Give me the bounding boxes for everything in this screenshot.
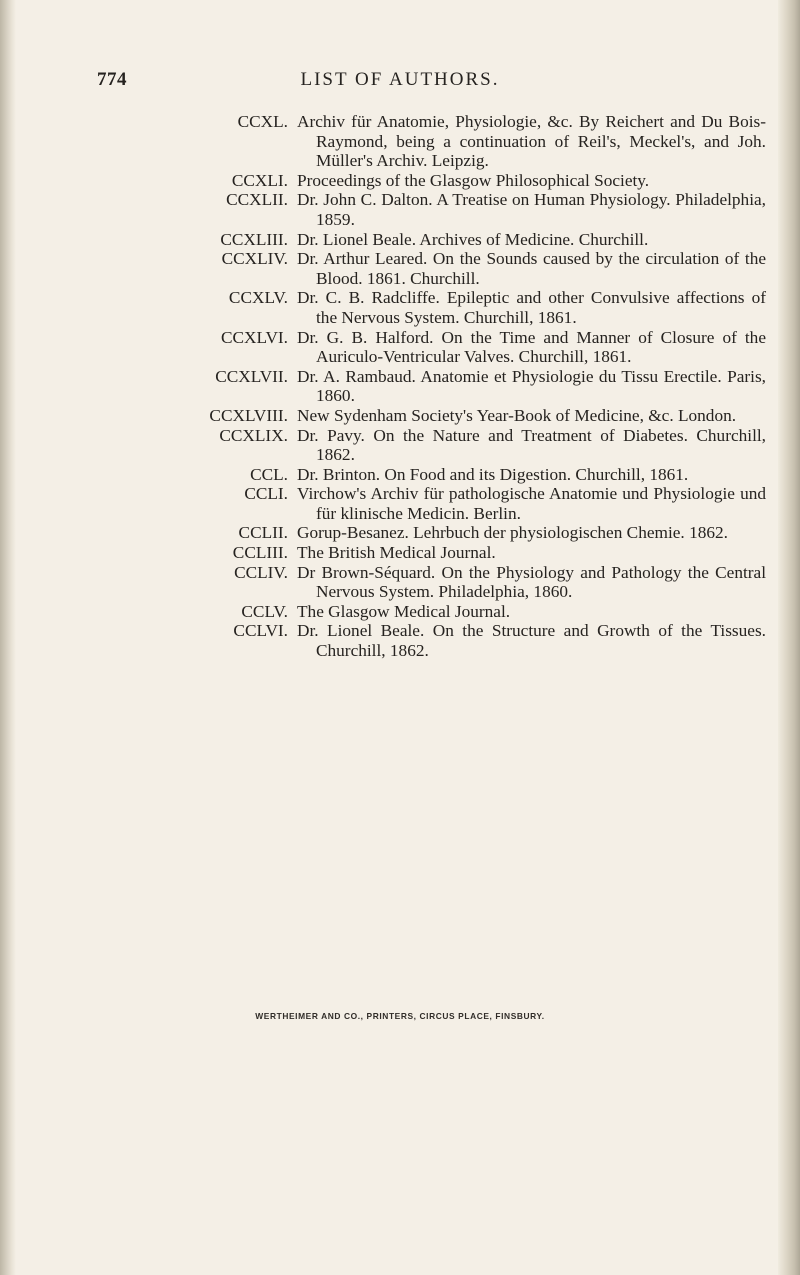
entry-numeral: CCXLIX. <box>219 425 288 445</box>
list-entry <box>0 426 800 465</box>
list-entry <box>0 621 800 660</box>
list-entry <box>0 406 800 426</box>
page-header <box>0 69 800 95</box>
entry-text: Archiv für Anatomie, Physiologie, &c. By Reichert and Du Bois-Raymond, being a continuation of Reil's, Meckel's, and Joh. Müller's Archiv. Leipzig. <box>297 112 766 171</box>
list-entry <box>0 328 800 367</box>
list-entry <box>0 190 800 229</box>
entry-numeral: CCXLVIII. <box>209 405 288 425</box>
entry-text: Dr. G. B. Halford. On the Time and Manner of Closure of the Auriculo-Ventricular Valves. Churchill, 1861. <box>297 327 766 367</box>
list-entry <box>0 563 800 602</box>
list-entry <box>0 465 800 485</box>
entry-numeral: CCXLVI. <box>220 327 288 347</box>
list-entry <box>0 484 800 523</box>
entry-numeral: CCXLI. <box>231 170 288 190</box>
page-number: 774 <box>97 69 127 90</box>
entry-numeral: CCXLII. <box>226 190 288 210</box>
list-entry <box>0 602 800 622</box>
list-entry <box>0 543 800 563</box>
entry-text: Dr. John C. Dalton. A Treatise on Human Physiology. Philadelphia, 1859. <box>297 190 766 229</box>
entry-text: Dr. Arthur Leared. On the Sounds caused by the circulation of the Blood. 1861. Churchill. <box>297 249 766 288</box>
entry-numeral: CCXLIV. <box>221 249 288 269</box>
entry-numeral: CCLII. <box>238 523 288 543</box>
entry-text: Gorup-Besanez. Lehrbuch der physiologischen Chemie. 1862. <box>297 523 728 543</box>
list-entry <box>0 112 800 171</box>
running-title: LIST OF AUTHORS. <box>300 69 500 90</box>
entry-text: Dr Brown-Séquard. On the Physiology and Pathology the Central Nervous System. Philadelphia, 1860. <box>297 562 766 602</box>
list-entry <box>0 523 800 543</box>
list-entry <box>0 249 800 288</box>
list-entry <box>0 230 800 250</box>
entry-numeral: CCL. <box>250 464 288 484</box>
entry-text: Proceedings of the Glasgow Philosophical Society. <box>297 170 650 190</box>
entry-text: Dr. Pavy. On the Nature and Treatment of Diabetes. Churchill, 1862. <box>297 425 766 465</box>
entry-numeral: CCXLVII. <box>215 366 288 386</box>
entry-text: Dr. A. Rambaud. Anatomie et Physiologie du Tissu Erectile. Paris, 1860. <box>297 366 766 406</box>
entry-numeral: CCXL. <box>237 112 288 131</box>
list-entry <box>0 367 800 406</box>
printer-imprint: WERTHEIMER AND CO., PRINTERS, CIRCUS PLACE, FINSBURY. <box>255 1011 545 1021</box>
entry-text: Dr. C. B. Radcliffe. Epileptic and other Convulsive affections of the Nervous System. Churchill, 1861. <box>297 288 766 327</box>
author-list <box>0 112 800 661</box>
entry-numeral: CCXLIII. <box>220 229 288 249</box>
entry-text: The Glasgow Medical Journal. <box>297 601 511 621</box>
entry-text: Dr. Brinton. On Food and its Digestion. Churchill, 1861. <box>297 464 689 484</box>
list-entry <box>0 171 800 191</box>
entry-numeral: CCLV. <box>241 601 288 621</box>
entry-numeral: CCLI. <box>244 484 288 504</box>
list-entry <box>0 288 800 327</box>
entry-numeral: CCLIV. <box>234 562 288 582</box>
entry-text: New Sydenham Society's Year-Book of Medicine, &c. London. <box>297 405 737 425</box>
entry-text: Dr. Lionel Beale. Archives of Medicine. Churchill. <box>297 229 649 249</box>
entry-numeral: CCLVI. <box>233 621 288 641</box>
entry-text: The British Medical Journal. <box>297 543 496 563</box>
entry-numeral: CCLIII. <box>232 543 288 563</box>
entry-text: Dr. Lionel Beale. On the Structure and Growth of the Tissues. Churchill, 1862. <box>297 621 766 661</box>
entry-text: Virchow's Archiv für pathologische Anatomie und Physiologie und für klinische Medicin. Berlin. <box>297 484 766 523</box>
entry-numeral: CCXLV. <box>228 288 288 308</box>
